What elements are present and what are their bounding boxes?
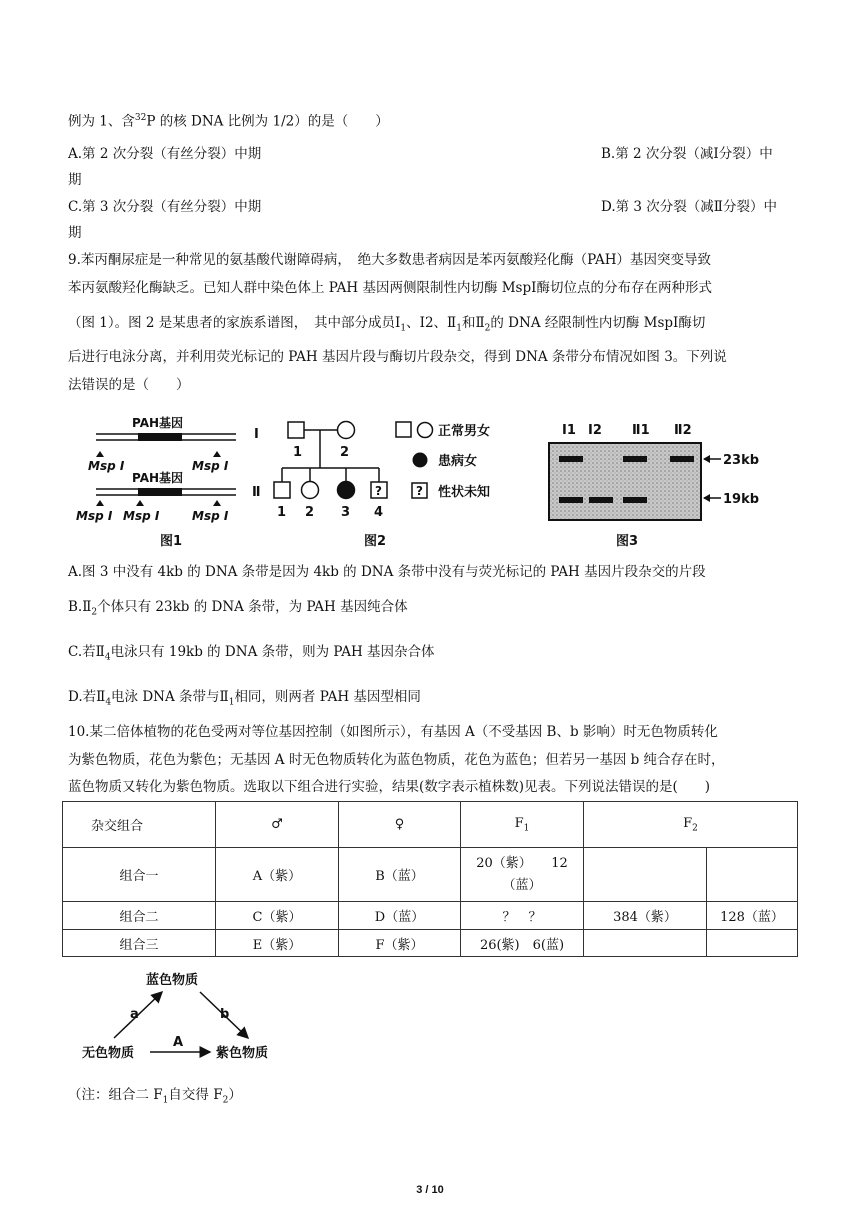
gel-band-II1-23kb bbox=[623, 456, 647, 462]
fig1-gene-label-1: PAH基因 bbox=[132, 416, 184, 430]
gel-band-II2-23kb bbox=[670, 456, 694, 462]
q8-option-d: D.第 3 次分裂（减Ⅱ分裂）中 bbox=[601, 199, 777, 215]
pedigree-II3-affected-female bbox=[338, 482, 355, 499]
pedigree-II2-number: 2 bbox=[305, 505, 315, 520]
gel-band-I1-19kb bbox=[559, 497, 583, 503]
figure2-pedigree bbox=[248, 410, 528, 555]
row1-f2-blue bbox=[707, 848, 798, 902]
th-group: 杂交组合 bbox=[63, 802, 216, 848]
pathway-colorless-substance: 无色物质 bbox=[82, 1046, 135, 1061]
q9-stem-line4: 后进行电泳分离，并利用荧光标记的 PAH 基因片段与酶切片段杂交，得到 DNA 条带分布情况如图 3。下列说 bbox=[68, 349, 727, 365]
gel-band-II1-19kb bbox=[623, 497, 647, 503]
pedigree-II1-male bbox=[274, 482, 290, 498]
gel-lane-label-2: Ⅰ2 bbox=[588, 423, 602, 438]
row3-f2-purple bbox=[584, 930, 707, 957]
table-row bbox=[63, 902, 798, 930]
row1-male: A（紫） bbox=[216, 848, 339, 902]
table-row bbox=[63, 930, 798, 957]
q9-stem-line3: （图 1）。图 2 是某患者的家族系谱图， 其中部分成员$Ⅰ_1$、Ⅰ2、$Ⅱ_1$和$Ⅱ_2$的 DNA 经限制性内切酶 MspⅠ酶切 bbox=[68, 315, 706, 334]
q8-option-b-wrap: 期 bbox=[68, 172, 82, 188]
row2-female: D（蓝） bbox=[339, 902, 461, 930]
fig3-caption: 图3 bbox=[616, 534, 639, 549]
gel-band-I2-19kb bbox=[589, 497, 613, 503]
q8-stem-tail: 例为 1、含$^{32}$P 的核 DNA 比例为 1/2）的是（ ） bbox=[68, 113, 389, 130]
q9-option-b: $B.Ⅱ_2$个体只有 23kb 的 DNA 条带，为 PAH 基因纯合体 bbox=[68, 599, 408, 618]
gel-band-I1-23kb bbox=[559, 456, 583, 462]
fig1-caption: 图1 bbox=[160, 534, 183, 549]
th-f1: $F_1$ bbox=[461, 802, 584, 848]
gel-marker-23kb: 23kb bbox=[723, 453, 760, 468]
row2-male: C（紫） bbox=[216, 902, 339, 930]
q9-stem-line5: 法错误的是（ ） bbox=[68, 377, 190, 393]
row1-group: 组合一 bbox=[63, 848, 216, 902]
th-f2: $F_2$ bbox=[584, 802, 798, 848]
pathway-gene-a: a bbox=[130, 1007, 139, 1022]
legend-unknown-mark: ? bbox=[416, 484, 423, 498]
pedigree-II2-female bbox=[302, 482, 319, 499]
th-female: ♀ bbox=[339, 802, 461, 848]
q8-option-d-wrap: 期 bbox=[68, 225, 82, 241]
fig1-msp-1: Msp Ⅰ bbox=[76, 509, 113, 523]
gel-marker-19kb: 19kb bbox=[723, 492, 760, 507]
q8-option-b: B.第 2 次分裂（减Ⅰ分裂）中 bbox=[601, 146, 773, 162]
gel-body bbox=[549, 443, 701, 520]
row2-f1: ？ ？ bbox=[461, 902, 584, 930]
q10-stem-line1: 10.某二倍体植物的花色受两对等位基因控制（如图所示），有基因 A（不受基因 B、b 影响）时无色物质转化 bbox=[68, 724, 718, 740]
pedigree-generation-1: Ⅰ bbox=[254, 427, 259, 442]
pathway-gene-b: b bbox=[220, 1007, 230, 1022]
th-male: ♂ bbox=[216, 802, 339, 848]
row2-f2-blue: 128（蓝） bbox=[707, 902, 798, 930]
row1-female: B（蓝） bbox=[339, 848, 461, 902]
row1-f1: 20（紫） 12 （蓝） bbox=[461, 848, 584, 902]
fig1-gene-label-2: PAH基因 bbox=[132, 471, 184, 485]
gel-lane-label-1: Ⅰ1 bbox=[562, 423, 576, 438]
pathway-purple-substance: 紫色物质 bbox=[216, 1046, 269, 1061]
pathway-gene-A: A bbox=[173, 1035, 184, 1050]
q10-stem-line3: 蓝色物质又转化为紫色物质。选取以下组合进行实验，结果(数字表示植株数)见表。下列说法错误的是( ) bbox=[68, 779, 711, 795]
legend-affected-label: 患病女 bbox=[438, 454, 478, 469]
pathway-blue-substance: 蓝色物质 bbox=[146, 973, 199, 988]
legend-unknown-label: 性状未知 bbox=[438, 485, 491, 500]
pedigree-II4-unknown-mark: ? bbox=[375, 484, 382, 498]
cross-results-table bbox=[62, 801, 798, 957]
legend-female-symbol bbox=[418, 423, 433, 438]
q10-stem-line2: 为紫色物质，花色为紫色；无基因 A 时无色物质转化为蓝色物质，花色为蓝色；但若另一基因 b 纯合存在时， bbox=[68, 752, 725, 768]
row1-f2-purple bbox=[584, 848, 707, 902]
pedigree-II4-number: 4 bbox=[374, 505, 384, 520]
pigment-pathway-diagram bbox=[70, 962, 300, 1067]
pedigree-I1-male bbox=[288, 422, 304, 438]
pedigree-II1-number: 1 bbox=[277, 505, 287, 520]
row3-f1: 26(紫) 6(蓝) bbox=[461, 930, 584, 957]
q9-stem-line2: 苯丙氨酸羟化酶缺乏。已知人群中染色体上 PAH 基因两侧限制性内切酶 MspⅠ酶切位点的分布存在两种形式 bbox=[68, 280, 712, 296]
row2-group: 组合二 bbox=[63, 902, 216, 930]
fig1-msp-2: Msp Ⅰ bbox=[123, 509, 160, 523]
table-row bbox=[63, 848, 798, 902]
figure1-restriction-map bbox=[66, 410, 246, 555]
gel-lane-label-4: Ⅱ2 bbox=[674, 423, 692, 438]
q8-option-a: A.第 2 次分裂（有丝分裂）中期 bbox=[68, 146, 262, 162]
q9-option-c: C.若$Ⅱ_4$电泳只有 19kb 的 DNA 条带，则为 PAH 基因杂合体 bbox=[68, 644, 435, 663]
legend-normal-label: 正常男女 bbox=[438, 424, 491, 439]
figure3-gel bbox=[540, 410, 780, 555]
pedigree-I2-number: 2 bbox=[340, 445, 350, 460]
pedigree-I1-number: 1 bbox=[293, 445, 303, 460]
fig1-msp-left-1: Msp Ⅰ bbox=[88, 459, 125, 473]
q9-stem-line1: 9.苯丙酮尿症是一种常见的氨基酸代谢障碍病， 绝大多数患者病因是苯丙氨酸羟化酶（PAH）基因突变导致 bbox=[68, 252, 711, 268]
row2-f2-purple: 384（紫） bbox=[584, 902, 707, 930]
pedigree-I2-female bbox=[338, 422, 355, 439]
row3-male: E（紫） bbox=[216, 930, 339, 957]
q9-option-d: D.若$Ⅱ_4$电泳 DNA 条带与$Ⅱ_1$相同，则两者 PAH 基因型相同 bbox=[68, 689, 421, 708]
fig1-msp-3: Msp Ⅰ bbox=[192, 509, 229, 523]
row3-group: 组合三 bbox=[63, 930, 216, 957]
legend-affected-symbol bbox=[413, 453, 428, 468]
table-header-row bbox=[63, 802, 798, 848]
fig1-msp-right-1: Msp Ⅰ bbox=[192, 459, 229, 473]
q10-note: （注：组合二 $F_1$自交得 $F_2$） bbox=[68, 1087, 242, 1106]
fig2-caption: 图2 bbox=[364, 534, 387, 549]
row3-female: F（紫） bbox=[339, 930, 461, 957]
page-number: 3 / 10 bbox=[416, 1184, 444, 1196]
legend-male-symbol bbox=[396, 422, 411, 437]
pedigree-II3-number: 3 bbox=[341, 505, 351, 520]
pedigree-generation-2: Ⅱ bbox=[252, 485, 261, 500]
q9-option-a: A.图 3 中没有 4kb 的 DNA 条带是因为 4kb 的 DNA 条带中没有与荧光标记的 PAH 基因片段杂交的片段 bbox=[68, 564, 706, 580]
row3-f2-blue bbox=[707, 930, 798, 957]
q8-option-c: C.第 3 次分裂（有丝分裂）中期 bbox=[68, 199, 262, 215]
gel-lane-label-3: Ⅱ1 bbox=[632, 423, 650, 438]
